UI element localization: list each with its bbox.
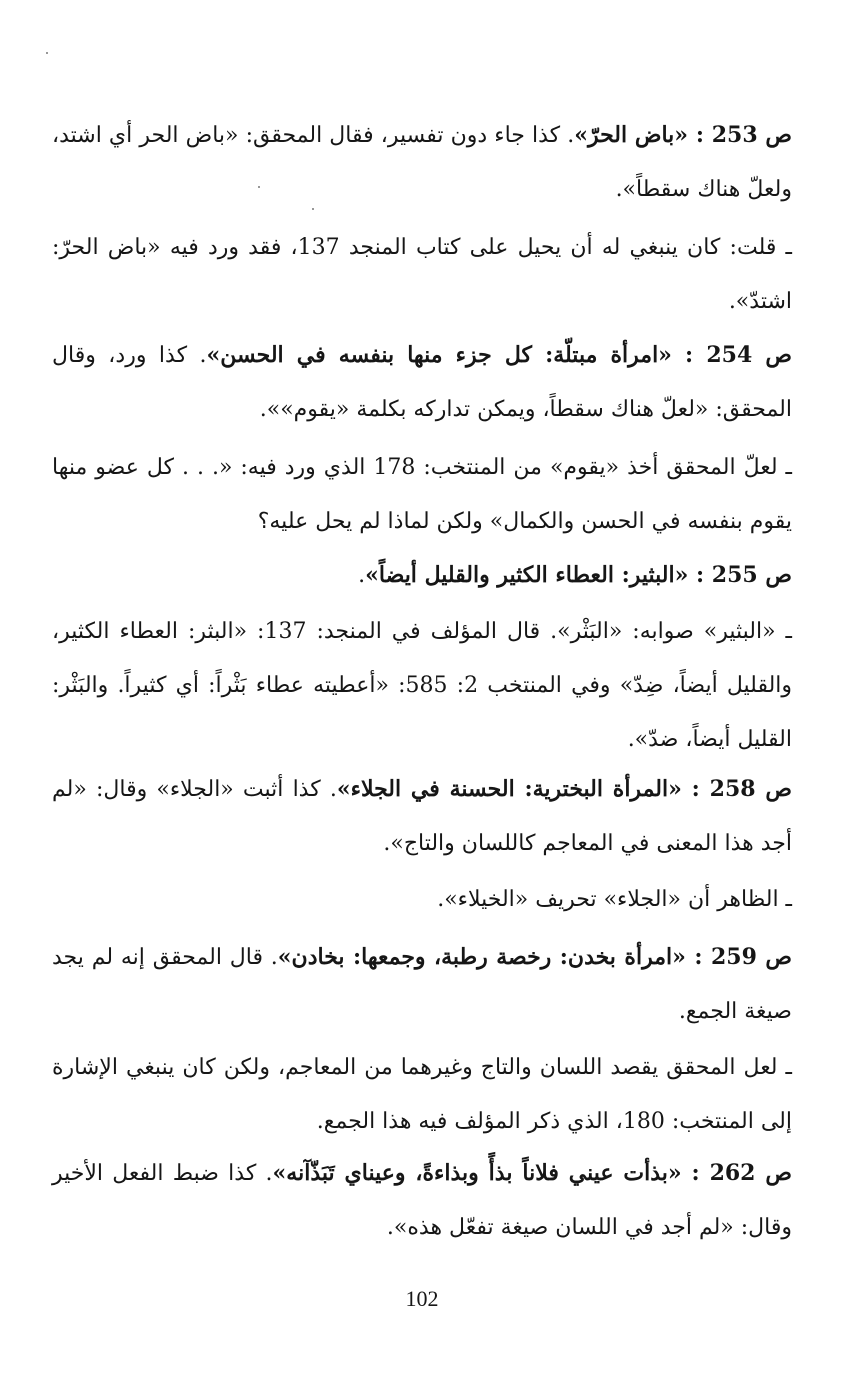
- paragraph-text: . كذا أثبت «الجلاء» وقال: «لم أجد هذا المعنى في المعاجم كاللسان والتاج».: [52, 777, 792, 856]
- paragraph-note-258: [52, 872, 792, 927]
- paragraph-lead: ص 254 : «امرأة مبتلّة: كل جزء منها بنفسه في الحسن»: [206, 342, 792, 368]
- paragraph-page-258: [52, 762, 792, 871]
- paragraph-page-262: [52, 1146, 792, 1255]
- paragraph-text: ـ الظاهر أن «الجلاء» تحريف «الخيلاء».: [437, 887, 792, 912]
- page-number: 102: [405, 1286, 439, 1311]
- paragraph-note-253: [52, 220, 792, 329]
- paragraph-note-255: [52, 604, 792, 767]
- scan-speck: [258, 186, 260, 188]
- paragraph-text: ـ لعلّ المحقق أخذ «يقوم» من المنتخب: 178 الذي ورد فيه: «. . . كل عضو منها يقوم بنفسه في الحسن والكمال» ولكن لماذا لم يحل عليه؟: [52, 455, 792, 534]
- paragraph-text: . كذا ورد، وقال المحقق: «لعلّ هناك سقطاً، ويمكن تداركه بكلمة «يقوم»».: [52, 343, 792, 422]
- paragraph-text: ـ «البثير» صوابه: «البَثْر». قال المؤلف في المنجد: 137: «البثر: العطاء الكثير، والقليل أيضاً، ضِدّ» وفي المنتخب 2: 585: «أعطيته عطاء بَثْراً: أي كثيراً. والبَثْر: القليل أيضاً، ضدّ».: [52, 619, 793, 752]
- paragraph-page-253: [52, 108, 792, 217]
- paragraph-page-254: [52, 328, 792, 437]
- paragraph-lead: ص 258 : «المرأة البخترية: الحسنة في الجلاء»: [336, 776, 793, 802]
- paragraph-text: . كذا جاء دون تفسير، فقال المحقق: «باض الحر أي اشتد، ولعلّ هناك سقطاً».: [52, 123, 792, 202]
- paragraph-text: .: [358, 563, 366, 588]
- paragraph-note-259: [52, 1040, 792, 1149]
- scan-speck: [46, 52, 48, 54]
- paragraph-page-259: [52, 930, 792, 1039]
- paragraph-text: . كذا ضبط الفعل الأخير وقال: «لم أجد في اللسان صيغة تفعّل هذه».: [52, 1161, 792, 1240]
- paragraph-text: ـ لعل المحقق يقصد اللسان والتاج وغيرهما من المعاجم، ولكن كان ينبغي الإشارة إلى المنتخب: 180، الذي ذكر المؤلف فيه هذا الجمع.: [52, 1055, 792, 1134]
- paragraph-text: . قال المحقق إنه لم يجد صيغة الجمع.: [52, 945, 792, 1024]
- paragraph-lead: ص 255 : «البثير: العطاء الكثير والقليل أيضاً»: [365, 562, 792, 588]
- paragraph-lead: ص 253 : «باض الحرّ»: [574, 122, 792, 148]
- document-page: [52, 0, 792, 1398]
- paragraph-lead: ص 262 : «بذأت عيني فلاناً بذأً وبذاءةً، وعيناي تَبَذّآنه»: [272, 1160, 793, 1186]
- paragraph-text: ـ قلت: كان ينبغي له أن يحيل على كتاب المنجد 137، فقد ورد فيه «باض الحرّ: اشتدّ».: [52, 235, 792, 314]
- paragraph-page-255: [52, 548, 792, 603]
- paragraph-lead: ص 259 : «امرأة بخدن: رخصة رطبة، وجمعها: بخادن»: [277, 944, 792, 970]
- scan-speck: [312, 208, 314, 210]
- paragraph-note-254: [52, 440, 792, 549]
